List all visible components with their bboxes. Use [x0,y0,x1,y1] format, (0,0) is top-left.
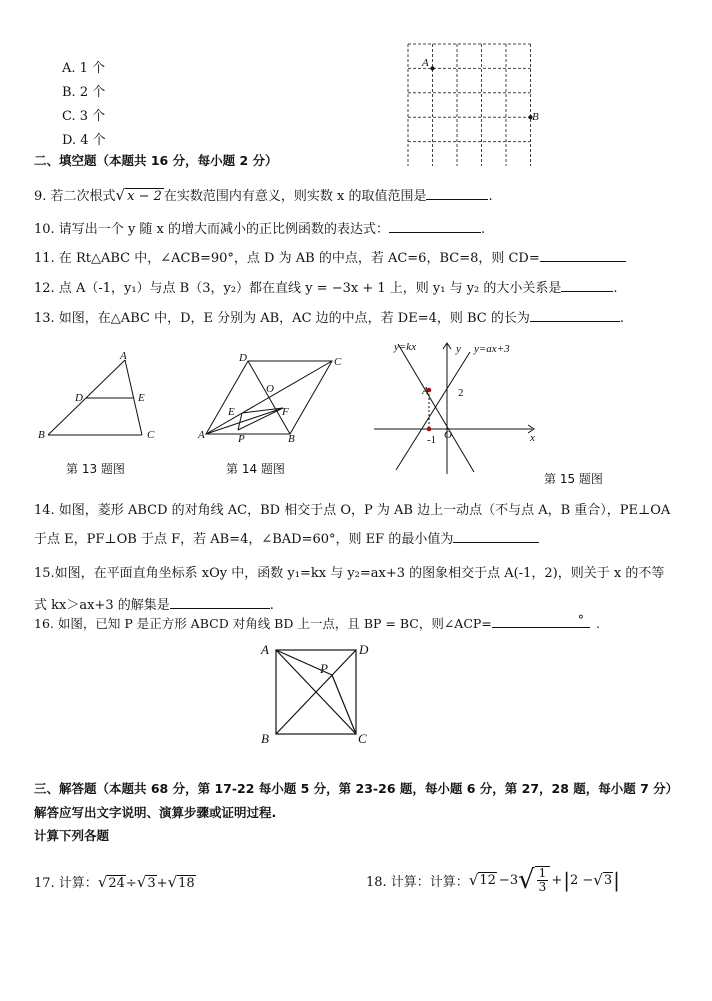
q18-denominator: 3 [538,880,547,894]
q18-numerator: 1 [538,866,547,880]
fig15-label-ykx: y=kx [394,341,417,353]
q10-end: . [481,222,486,237]
option-d: D. 4 个 [62,133,106,148]
q17-sqrt1-symbol: √ [97,873,108,891]
figure-13 [36,352,166,452]
calc-heading: 计算下列各题 [34,828,110,843]
q12-end: . [613,281,618,296]
q15-line2-text: 式 kx＞ax+3 的解集是 [34,598,170,613]
question-16 [34,613,600,632]
q9-radicand: x − 2 [127,189,162,204]
q17-div: ÷ [125,876,137,891]
fig16-label-p: P [320,661,328,676]
q18-sqrt3-symbol: √ [593,871,603,889]
option-c: C. 3 个 [62,109,106,124]
q9-answer-blank[interactable] [426,185,488,200]
q16-end: . [596,616,600,631]
q16-degree: ° [577,612,585,627]
fig14-label-o: O [266,383,274,395]
q9-pre: 9. 若二次根式 [34,189,116,204]
q12-text: 12. 点 A（-1，y₁）与点 B（3，y₂）都在直线 y = −3x + 1 上，则 y₁ 与 y₂ 的大小关系是 [34,281,562,296]
q15-answer-blank[interactable] [170,594,270,609]
q18-fraction [535,866,551,894]
fig14-label-a: A [198,429,205,441]
fig13-label-b: B [38,429,45,441]
q16-answer-blank[interactable] [492,613,590,628]
fig15-tick-neg1: -1 [427,434,437,446]
q14-answer-blank[interactable] [453,528,539,543]
fig16-label-d: D [359,642,369,657]
q15-end: . [269,598,274,613]
figure-14 [198,352,348,452]
fig14-caption: 第 14 题图 [226,462,285,476]
q13-answer-blank[interactable] [530,307,620,322]
figure-15 [370,340,550,480]
q9-end: . [488,189,493,204]
q13-text: 13. 如图，在△ABC 中，D，E 分别为 AB，AC 边的中点，若 DE=4，则 BC 的长为 [34,311,530,326]
q17-radicand1: 24 [108,876,125,891]
fig13-label-e: E [138,392,145,404]
fig14-label-c: C [334,356,342,368]
q18-pre: 18. 计算：计算： [366,874,469,890]
q9-sqrt-symbol: √ [115,186,126,204]
q18-plus: + [551,872,563,888]
fig15-label-o: O [444,429,452,441]
fig13-label-d: D [75,392,83,404]
fig15-tick-2: 2 [458,387,464,399]
q17-radicand3: 18 [178,876,195,891]
question-12 [34,277,618,296]
question-17 [34,872,196,891]
q17-pre: 17. 计算： [34,876,98,891]
q18-radicand1: 12 [479,873,496,888]
q14-line2-text: 于点 E，PF⊥OB 于点 F，若 AB=4，∠BAD=60°，则 EF 的最小值为 [34,532,454,547]
q17-plus: + [156,876,168,891]
grid-label-a: A [422,57,429,69]
fig15-label-y-axis: y [456,343,461,355]
q16-text: 16. 如图，已知 P 是正方形 ABCD 对角线 BD 上一点，且 BP = BC，则∠ACP= [34,616,492,631]
question-14-line1: 14. 如图，菱形 ABCD 的对角线 AC，BD 相交于点 O，P 为 AB 边上一动点（不与点 A，B 重合），PE⊥OA [34,503,671,518]
question-10 [34,218,485,237]
q17-sqrt2-symbol: √ [136,873,147,891]
question-9 [34,185,493,204]
fig16-label-b: B [261,731,269,746]
fig14-label-b: B [288,433,295,445]
q11-text: 11. 在 Rt△ABC 中，∠ACB=90°，点 D 为 AB 的中点，若 AC=6，BC=8，则 CD= [34,251,540,266]
fig14-label-e: E [228,406,235,418]
q10-answer-blank[interactable] [389,218,481,233]
q18-abs-close: | [613,868,620,892]
q10-text: 10. 请写出一个 y 随 x 的增大而减小的正比例函数的表达式： [34,222,390,237]
section3-heading: 三、解答题（本题共 68 分，第 17-22 每小题 5 分，第 23-26 题，每小题 6 分，第 27，28 题，每小题 7 分） [34,781,679,796]
q9-post: 在实数范围内有意义，则实数 x 的取值范围是 [163,189,427,204]
fig15-label-yax3: y=ax+3 [474,343,510,355]
grid-figure [408,44,548,166]
q11-answer-blank[interactable] [540,247,626,262]
q18-radicand2: 3 [603,873,613,888]
q18-sqrt2-symbol: √ [518,865,535,895]
figure-16 [258,640,382,750]
fig14-label-f: F [282,406,289,418]
grid-label-b: B [532,111,539,123]
fig15-label-a: A [422,385,429,397]
question-15-line2 [34,594,274,613]
fig16-label-c: C [358,731,367,746]
q17-radicand2: 3 [147,876,156,891]
question-13 [34,307,624,326]
q18-abs-open: | [563,868,570,892]
fig15-label-x-axis: x [530,432,535,444]
fig13-label-a: A [120,350,127,362]
fig15-caption: 第 15 题图 [544,472,603,486]
fig13-caption: 第 13 题图 [66,462,125,476]
q13-end: . [619,311,625,326]
q17-sqrt3-symbol: √ [167,873,178,891]
section3-note: 解答应写出文字说明、演算步骤或证明过程. [34,805,277,820]
question-11 [34,247,626,266]
question-18 [366,866,620,894]
question-14-line2 [34,528,539,547]
option-b: B. 2 个 [62,85,106,100]
question-15-line1: 15.如图，在平面直角坐标系 xOy 中，函数 y₁=kx 与 y₂=ax+3 的图象相交于点 A(-1，2)，则关于 x 的不等 [34,566,665,581]
fig14-label-p: P [238,433,245,445]
q18-sqrt1-symbol: √ [468,871,479,889]
q18-two: 2 − [569,872,594,888]
fig14-label-d: D [239,352,247,364]
q12-answer-blank[interactable] [561,277,613,292]
fig16-label-a: A [261,642,269,657]
q18-minus3: −3 [498,872,519,888]
section2-heading: 二、填空题（本题共 16 分，每小题 2 分） [34,153,278,168]
fig13-label-c: C [147,429,155,441]
option-a: A. 1 个 [62,61,106,76]
